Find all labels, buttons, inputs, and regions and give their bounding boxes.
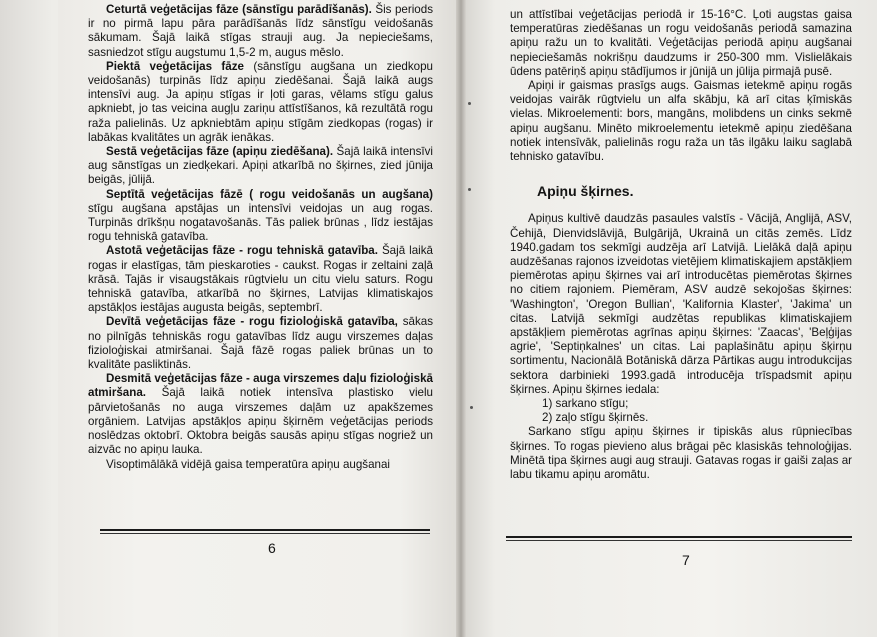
paragraph: Sestā veģetācijas fāze (apiņu ziedēšana). Šajā laikā intensīvi aug sānstīgas un ziedķekari. Apiņi atkarībā no šķirnes, zied jūnija beigās, jūlijā. xyxy=(88,145,433,187)
scan-speck xyxy=(470,406,473,409)
paragraph: Visoptimālākā vidējā gaisa temperatūra apiņu augšanai xyxy=(106,457,391,471)
list-item: 1) sarkano stīgu; xyxy=(542,397,629,411)
paragraph: Astotā veģetācijas fāze - rogu tehniskā gatavība. Šajā laikā rogas ir elastīgas, tām pieskaroties - caukst. Rogas ir zeltaini zaļā krāsā. Tajās ir visaugstākais rūgtvielu un citu vielu saturs. Rogu tehniskā gatavība, atkarībā no šķirnes, Latvijas klimatiskajos apstākļos iestājas augusta beigās, septembrī. xyxy=(88,244,433,315)
paragraph: un attīstībai veģetācijas periodā ir 15-16°C. Ļoti augstas gaisa temperatūras ziedēšanas un rogu veidošanās periodā samazina apiņu ražu un to kvalitāti. Veģetācijas periodā apiņu augšanai nepieciešamās nokrišņu daudzums ir 250-300 mm. Vislielākais ūdens patēriņš apiņu stādījumos ir jūnijā un jūlija pirmajā pusē. xyxy=(510,8,852,78)
book-spine xyxy=(456,0,466,637)
page-rule xyxy=(100,529,430,531)
paragraph: Sarkano stīgu apiņu šķirnes ir tipiskās alus rūpniecības šķirnes. To rogas pievieno alus brāgai pēc klasiskās tehnoloģijas. Minētā tipa šķirnes augi aug strauji. Gatavas rogas ir gaiši zaļas ar labu tikamu apiņu aromātu. xyxy=(510,425,852,482)
page-rule xyxy=(506,536,852,538)
list-item: 2) zaļo stīgu šķirnēs. xyxy=(542,411,649,425)
paragraph: Desmitā veģetācijas fāze - auga virszemes daļu fizioloģiskā atmiršana. Šajā laikā notiek intensīva plastisko vielu pārvietošanās no auga virszemes daļām uz apakšzemes orgāniem. Latvijas apstākļos apiņu šķirnēm veģetācijas periods noslēdzas oktobrī. Oktobra beigās sausās apiņu stīgas nogriež un aizvāc no apiņu lauka. xyxy=(88,372,433,457)
paragraph: Devītā veģetācijas fāze - rogu fizioloģiskā gatavība, sākas no pilnīgās tehniskās rogu gatavības līdz augu virszemes daļas fizioloģiskai atmiršanai. Šajā fāzē rogas paliek brūnas un to kvalitāte pasliktinās. xyxy=(88,315,433,372)
paragraph: Apiņi ir gaismas prasīgs augs. Gaismas ietekmē apiņu rogās veidojas vairāk rūgtvielu un alfa skābju, kā arī citas ķīmiskās vielas. Mikroelementi: bors, mangāns, molibdens un cinks sekmē apiņu augšanu. Minēto mikroelementu ietekmē apiņu ziedēšana notiek intensīvāk, palielinās rogu raža un tās ilgāku laiku saglabā tehnisko gatavību. xyxy=(510,79,852,164)
section-heading: Apiņu šķirnes. xyxy=(537,183,634,200)
left-page-text xyxy=(88,3,433,472)
paragraph: Ceturtā veģetācijas fāze (sānstīgu parādīšanās). Šis periods ir no pirmā lapu pāra parādīšanās līdz sānstīgu veidošanās sākumam. Šajā laikā stīgas strauji aug. Ja nepieciešams, sasniedzot stīgu augstumu 1,5-2 m, augus mēslo. xyxy=(88,3,433,59)
page-rule xyxy=(100,533,430,534)
page-number: 6 xyxy=(268,540,276,556)
paragraph: Apiņus kultivē daudzās pasaules valstīs - Vācijā, Anglijā, ASV, Čehijā, Dienvidslāvijā, Bulgārijā, Ukrainā un citās zemēs. Līdz 1940.gadam tos sekmīgi audzēja arī Latvijā. Lielākā daļā apiņu audzēšanas rajonos izveidotas vietējiem klimatiskajiem apstākļiem piemērotas apiņu šķirnes vai arī introducētas piemērotas šķirnes no citiem rajoniem. Piemēram, ASV audzē sekojošas šķirnes: 'Washington', 'Oregon Bullian', 'Kalifornia Klaster', 'Jakima' un citas. Latvijā sekmīgi audzētas republikas klimatiskajiem apstākļiem piemērotas agrīnas apiņu šķirnes: 'Zaacas', 'Beļģijas agrie', 'Septiņkalnes' un citas. Lai paplašinātu apiņu šķirņu sortimentu, Nacionālā Botāniskā dārza Pārtikas augu introdukcijas sektora darbinieki 1993.gadā introducēja trīspadsmit apiņu šķirnes. Apiņu šķirnes iedala: xyxy=(510,212,852,396)
right-page-text xyxy=(510,8,852,482)
paragraph: Septītā veģetācijas fāzē ( rogu veidošanās un augšana) stīgu augšana apstājas un intensīvi veidojas un aug rogas. Turpinās drīkšņu nogatavošanās. Tās paliek brūnas , līdz iestājas rogu tehniskā gatavība. xyxy=(88,187,433,244)
paragraph: Piektā veģetācijas fāze (sānstīgu augšana un ziedkopu veidošanās) turpinās līdz apiņu ziedēšanai. Šajā laikā augs intensīvi aug. Ja apiņu stīgas ir ļoti garas, vēlams stīgu galus apkniebt, jo tas veicina augļu zariņu attīstīšanos, kā rezultātā rogu raža palielinās. Uz apkniebtām apiņu stīgām ziedkopas (rogas) ir labākas kvalitātes un agrāk ienākas. xyxy=(88,59,433,144)
page-number: 7 xyxy=(682,552,690,568)
scan-speck xyxy=(468,102,471,105)
scan-speck xyxy=(468,188,471,191)
page-rule xyxy=(506,540,852,541)
